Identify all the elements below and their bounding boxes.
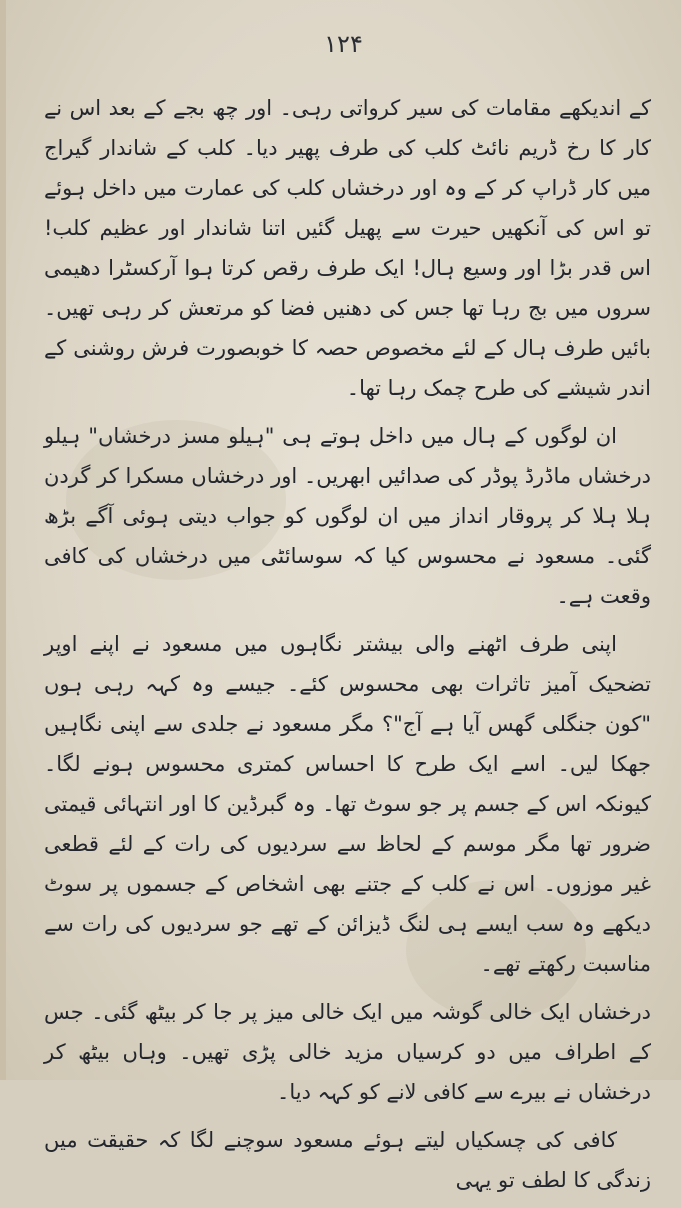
paragraph: کافی کی چسکیاں لیتے ہوئے مسعود سوچنے لگا کہ حقیقت میں زندگی کا لطف تو یہی [44, 1128, 651, 1192]
paragraph: اپنی طرف اٹھنے والی بیشتر نگاہوں میں مسعود نے اپنے اوپر تضحیک آمیز تاثرات بھی محسوس کئے۔ جیسے وہ کہہ رہی ہوں "کون جنگلی گھس آیا ہے آج"؟ مگر مسعود نے جلدی سے اپنی نگاہیں جھکا لیں۔ اسے ایک طرح کا احساس کمتری محسوس ہونے لگا۔ کیونکہ اس کے جسم پر جو سوٹ تھا۔ وہ گبرڈین کا اور انتہائی قیمتی ضرور تھا مگر موسم کے لحاظ سے سردیوں کی رات کے لئے قطعی غیر موزوں۔ اس نے کلب کے جتنے بھی اشخاص کے جسموں پر سوٹ دیکھے وہ سب ایسے ہی لنگ ڈیزائن کے تھے جو سردیوں کی رات سے مناسبت رکھتے تھے۔ [44, 632, 651, 976]
body-text [44, 88, 651, 1208]
page-number: ۱۲۴ [324, 30, 363, 58]
paragraph: کے اندیکھے مقامات کی سیر کرواتی رہی۔ اور چھ بجے کے بعد اس نے کار کا رخ ڈریم نائٹ کلب کی طرف پھیر دیا۔ کلب کے شاندار گیراج میں کار ڈراپ کر کے وہ اور درخشاں کلب کی عمارت میں داخل ہوئے تو اس کی آنکھیں حیرت سے پھیل گئیں اتنا شاندار اور عظیم کلب! اس قدر بڑا اور وسیع ہال! ایک طرف رقص کرتا ہوا آرکسٹرا دھیمی سروں میں بج رہا تھا جس کی دھنیں فضا کو مرتعش کر رہی تھیں۔ بائیں طرف ہال کے لئے مخصوص حصہ کا خوبصورت فرش روشنی کے اندر شیشے کی طرح چمک رہا تھا۔ [44, 96, 651, 400]
paragraph: ان لوگوں کے ہال میں داخل ہوتے ہی "ہیلو مسز درخشاں" ہیلو درخشاں ماڈرڈ پوڈر کی صدائیں ابھریں۔ اور درخشاں مسکرا کر گردن ہلا ہلا کر پروقار انداز میں ان لوگوں کو جواب دیتی ہوئی آگے بڑھ گئی۔ مسعود نے محسوس کیا کہ سوسائٹی میں درخشاں کی کافی وقعت ہے۔ [44, 424, 651, 608]
paragraph: درخشاں ایک خالی گوشہ میں ایک خالی میز پر جا کر بیٹھ گئی۔ جس کے اطراف میں دو کرسیاں مزید خالی پڑی تھیں۔ وہاں بیٹھ کر درخشاں نے بیرے سے کافی لانے کو کہہ دیا۔ [44, 1000, 651, 1104]
